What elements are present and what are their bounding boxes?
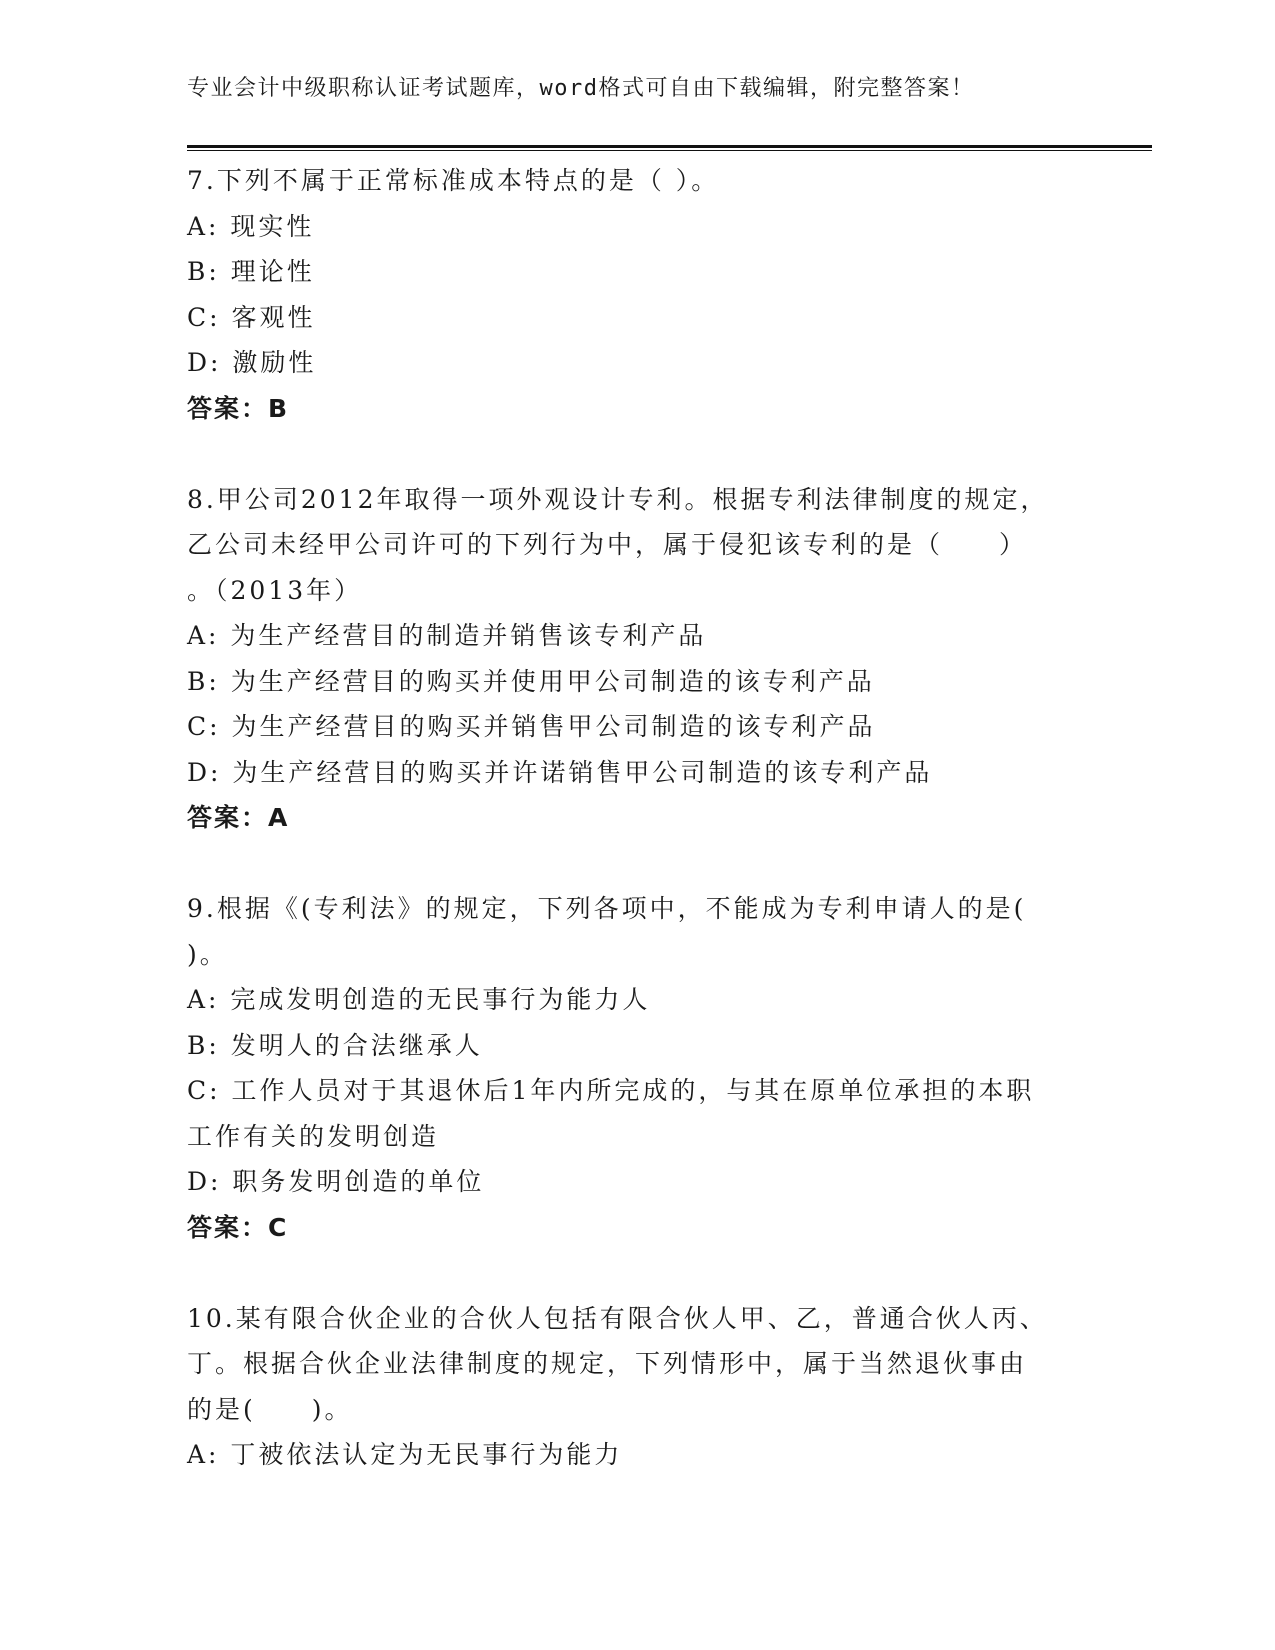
question-9 (187, 886, 1087, 1250)
spacer (187, 431, 1087, 477)
question-10 (187, 1296, 1087, 1478)
spacer (187, 1250, 1087, 1296)
question-stem: 8.甲公司2012年取得一项外观设计专利。根据专利法律制度的规定， (187, 484, 1049, 514)
option-a: A: 完成发明创造的无民事行为能力人 (187, 985, 651, 1014)
option-c: C: 客观性 (187, 302, 316, 332)
option-a: A: 为生产经营目的制造并销售该专利产品 (187, 621, 707, 650)
option-c-continued: 工作有关的发明创造 (187, 1121, 440, 1151)
question-stem: 9.根据《(专利法》的规定，下列各项中，不能成为专利申请人的是( (187, 894, 1027, 923)
question-stem: 10.某有限合伙企业的合伙人包括有限合伙人甲、乙，普通合伙人丙、 (187, 1303, 1048, 1333)
question-7 (187, 158, 1087, 431)
question-stem: 的是( )。 (187, 1394, 353, 1424)
option-d: D: 职务发明创造的单位 (187, 1167, 485, 1196)
question-stem: 7.下列不属于正常标准成本特点的是（ ）。 (187, 166, 720, 195)
option-c: C: 工作人员对于其退休后1年内所完成的，与其在原单位承担的本职 (187, 1076, 1035, 1105)
question-stem: 丁。根据合伙企业法律制度的规定，下列情形中，属于当然退伙事由 (187, 1349, 1028, 1378)
option-b: B: 为生产经营目的购买并使用甲公司制造的该专利产品 (187, 666, 875, 696)
option-d: D: 为生产经营目的购买并许诺销售甲公司制造的该专利产品 (187, 757, 933, 787)
question-8 (187, 477, 1087, 841)
option-c: C: 为生产经营目的购买并销售甲公司制造的该专利产品 (187, 712, 876, 741)
header-rule-thin (187, 150, 1152, 151)
answer-line: 答案：B (187, 393, 290, 423)
option-a: A: 丁被依法认定为无民事行为能力 (187, 1440, 623, 1469)
header-rule-thick (187, 145, 1152, 148)
question-stem: 。（2013年） (187, 575, 363, 605)
option-a: A: 现实性 (187, 211, 315, 241)
option-d: D: 激励性 (187, 348, 317, 377)
answer-line: 答案：C (187, 1212, 289, 1242)
spacer (187, 841, 1087, 887)
question-list (187, 158, 1087, 1478)
page-header: 专业会计中级职称认证考试题库，word格式可自由下载编辑，附完整答案！ (187, 76, 975, 101)
option-b: B: 理论性 (187, 257, 315, 286)
question-stem: )。 (187, 939, 228, 969)
answer-line: 答案：A (187, 803, 290, 832)
option-b: B: 发明人的合法继承人 (187, 1030, 483, 1060)
question-stem: 乙公司未经甲公司许可的下列行为中，属于侵犯该专利的是（ ） (187, 530, 1028, 559)
